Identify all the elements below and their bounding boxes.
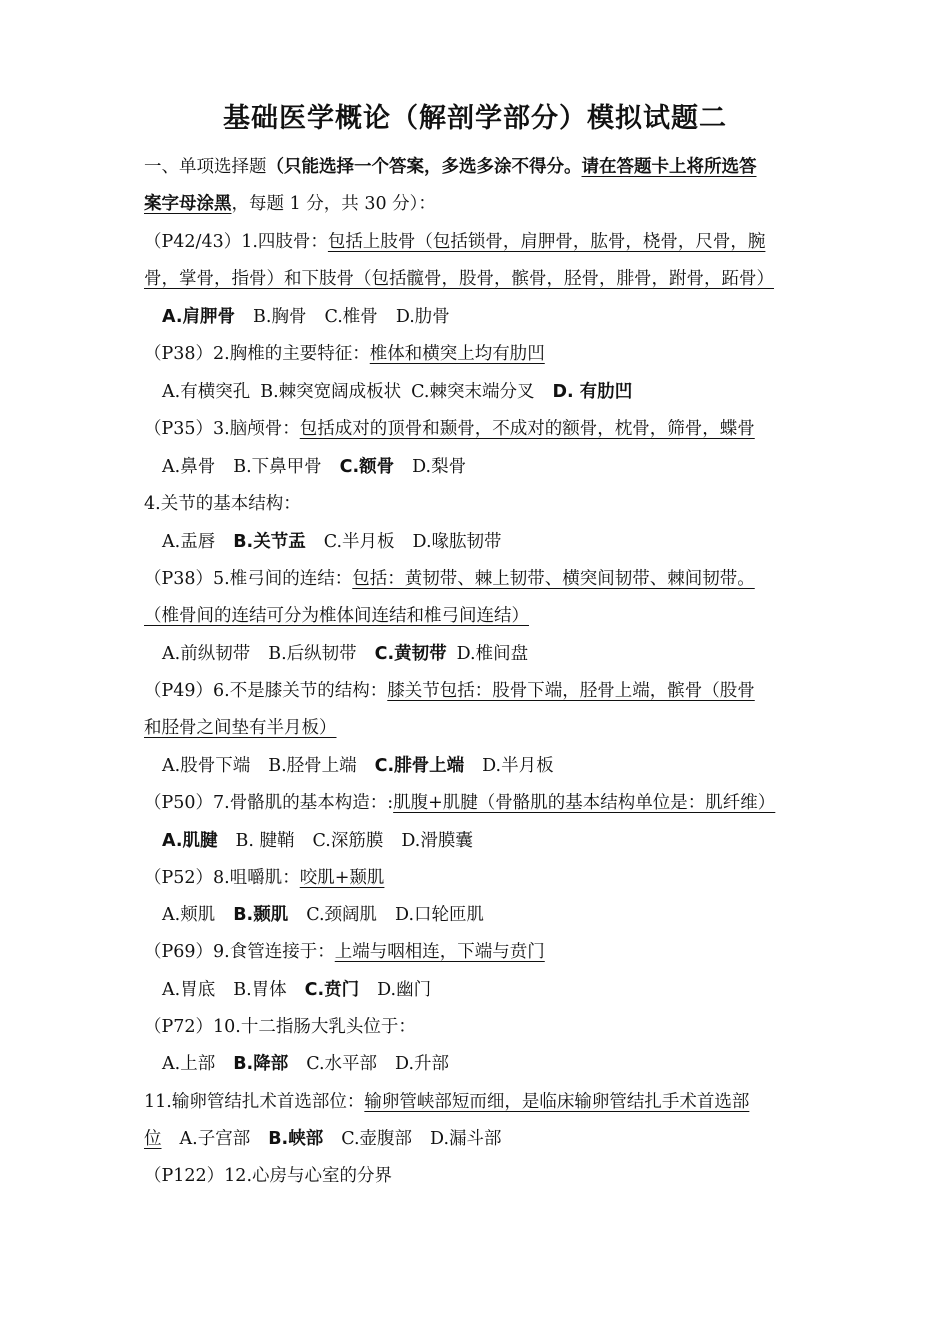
option-c: C.壶腹部: [341, 1129, 413, 1149]
option-a: A.有横突孔: [162, 382, 251, 402]
option-d: D.升部: [395, 1054, 450, 1074]
answer-note: 椎体和横突上均有肋凹: [369, 344, 545, 364]
option-d: D.椎间盘: [456, 644, 529, 664]
question-1-options: [162, 305, 842, 329]
question-2-options: [162, 380, 842, 404]
question-1-note-cont: [144, 267, 824, 291]
question-prefix: （P50）7.骨骼肌的基本构造：:: [144, 793, 394, 813]
answer-note-cont: 位: [144, 1129, 162, 1149]
section-heading-line-2: [144, 192, 824, 216]
option-b: B.胸骨: [253, 307, 307, 327]
option-b: B.棘突宽阔成板状: [260, 382, 402, 402]
answer-note: 咬肌+颞肌: [299, 868, 385, 888]
question-6-note-cont: [144, 716, 824, 740]
option-a: A.股骨下端: [162, 756, 251, 776]
question-5: [144, 567, 824, 591]
answer-note: 膝关节包括：股骨下端，胫骨上端，髌骨（股骨: [387, 681, 755, 701]
answer-note: 上端与咽相连，下端与贲门: [334, 942, 545, 962]
option-b: B.胃体: [233, 980, 287, 1000]
option-b-correct: B.降部: [233, 1054, 289, 1074]
question-prefix: （P35）3.脑颅骨：: [144, 419, 300, 439]
answer-note: 骨，掌骨，指骨）和下肢骨（包括髋骨，股骨，髌骨，胫骨，腓骨，跗骨，跖骨）: [144, 269, 774, 289]
option-a: A.鼻骨: [162, 457, 216, 477]
question-3: [144, 417, 824, 441]
question-11: [144, 1090, 824, 1114]
question-2: [144, 342, 824, 366]
option-a: A.颊肌: [162, 905, 216, 925]
page-title: 基础医学概论（解剖学部分）模拟试题二: [223, 103, 727, 134]
section-scoring: ，每题 1 分，共 30 分）：: [231, 194, 436, 214]
question-7-options: [162, 829, 842, 853]
option-b: B.胫骨上端: [268, 756, 357, 776]
option-a: A.盂唇: [162, 532, 216, 552]
section-rule: （只能选择一个答案，多选多涂不得分。: [266, 157, 582, 177]
answer-note: 包括：黄韧带、棘上韧带、横突间韧带、棘间韧带。: [352, 569, 755, 589]
option-b: B. 腱鞘: [235, 831, 295, 851]
option-b: B.下鼻甲骨: [233, 457, 322, 477]
option-a: A.上部: [162, 1054, 216, 1074]
option-c: C.半月板: [323, 532, 395, 552]
option-c: C.棘突末端分叉: [411, 382, 535, 402]
question-prefix: （P72）10.十二指肠大乳头位于：: [144, 1017, 416, 1037]
question-prefix: 11.输卵管结扎术首选部位：: [144, 1092, 365, 1112]
question-prefix: （P69）9.食管连接于：: [144, 942, 335, 962]
question-11-options: [144, 1127, 824, 1151]
section-heading-line-1: [144, 155, 824, 179]
question-4-options: [162, 530, 842, 554]
question-prefix: （P38）5.椎弓间的连结：: [144, 569, 353, 589]
option-d: D.梨骨: [412, 457, 467, 477]
option-c: C.水平部: [306, 1054, 378, 1074]
option-a-correct: A.肩胛骨: [162, 307, 236, 327]
question-prefix: （P52）8.咀嚼肌：: [144, 868, 300, 888]
question-4: [144, 492, 824, 516]
option-d: D.肋骨: [395, 307, 450, 327]
option-d: D.口轮匝肌: [395, 905, 485, 925]
option-c: C.椎骨: [324, 307, 378, 327]
option-a: A.前纵韧带: [162, 644, 251, 664]
option-b-correct: B.颞肌: [233, 905, 289, 925]
question-7: [144, 791, 824, 815]
question-1: [144, 230, 824, 254]
question-3-options: [162, 455, 842, 479]
question-9-options: [162, 978, 842, 1002]
question-8-options: [162, 903, 842, 927]
question-prefix: （P49）6.不是膝关节的结构：: [144, 681, 388, 701]
answer-note: 包括成对的顶骨和颞骨，不成对的额骨，枕骨，筛骨，蝶骨: [299, 419, 755, 439]
answer-note: （椎骨间的连结可分为椎体间连结和椎弓间连结）: [144, 606, 529, 626]
answer-note: 包括上肢骨（包括锁骨，肩胛骨，肱骨，桡骨，尺骨，腕: [327, 232, 766, 252]
question-6-options: [162, 754, 842, 778]
question-prefix: （P122）12.心房与心室的分界: [144, 1166, 393, 1186]
option-a-correct: A.肌腱: [162, 831, 218, 851]
question-5-note-cont: [144, 604, 824, 628]
option-c: C.颈阔肌: [306, 905, 378, 925]
section-instruction: 请在答题卡上将所选答: [581, 157, 757, 177]
question-prefix: （P42/43）1.四肢骨：: [144, 232, 328, 252]
option-b-correct: B.峡部: [268, 1129, 324, 1149]
option-c-correct: C.贲门: [304, 980, 360, 1000]
answer-note: 和胫骨之间垫有半月板）: [144, 718, 337, 738]
option-d: D.喙肱韧带: [412, 532, 502, 552]
question-8: [144, 866, 824, 890]
option-c-correct: C.腓骨上端: [374, 756, 465, 776]
question-12: [144, 1164, 824, 1188]
option-c: C.深筋膜: [312, 831, 384, 851]
option-d: D.漏斗部: [430, 1129, 502, 1149]
question-10-options: [162, 1052, 842, 1076]
option-c-correct: C.额骨: [339, 457, 395, 477]
option-b: B.后纵韧带: [268, 644, 357, 664]
question-prefix: 4.关节的基本结构：: [144, 494, 301, 514]
option-a: A.胃底: [162, 980, 216, 1000]
section-instruction-cont: 案字母涂黑: [144, 194, 232, 214]
question-10: [144, 1015, 824, 1039]
section-label: 一、单项选择题: [144, 157, 267, 177]
option-d: D.幽门: [377, 980, 432, 1000]
option-c-correct: C.黄韧带: [374, 644, 447, 664]
option-d: D.滑膜囊: [401, 831, 473, 851]
question-5-options: [162, 642, 842, 666]
answer-note: 肌腹+肌腱（骨骼肌的基本结构单位是：肌纤维）: [393, 793, 776, 813]
option-d: D.半月板: [482, 756, 554, 776]
question-9: [144, 940, 824, 964]
option-d-correct: D. 有肋凹: [552, 382, 633, 402]
question-prefix: （P38）2.胸椎的主要特征：: [144, 344, 370, 364]
question-6: [144, 679, 824, 703]
option-b-correct: B.关节盂: [233, 532, 306, 552]
answer-note: 输卵管峡部短而细，是临床输卵管结扎手术首选部: [364, 1092, 750, 1112]
option-a: A.子宫部: [179, 1129, 251, 1149]
